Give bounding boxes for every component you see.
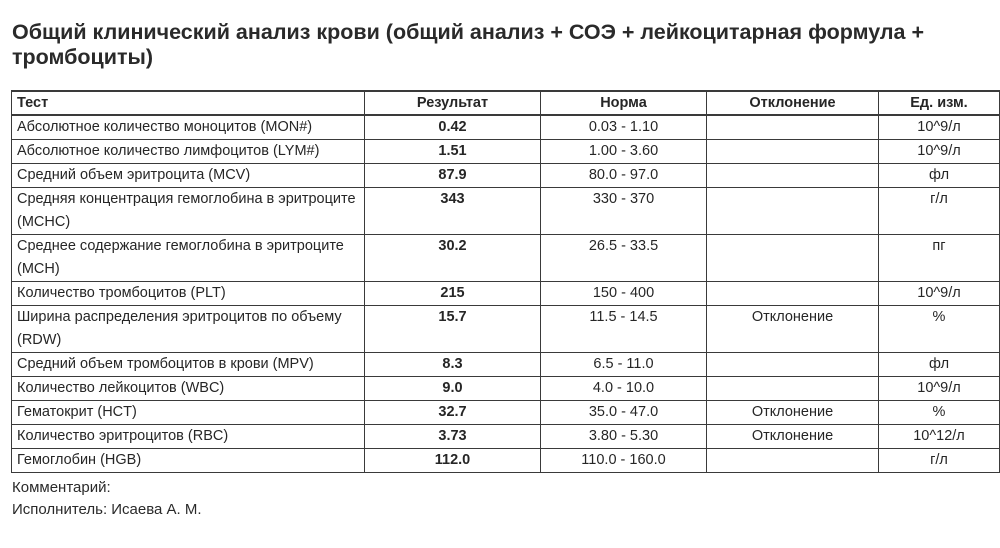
test-norm: 6.5 - 11.0 — [541, 353, 707, 377]
test-unit: % — [879, 401, 1000, 425]
test-name: Количество тромбоцитов (PLT) — [12, 282, 365, 306]
test-unit: фл — [879, 164, 1000, 188]
test-norm: 0.03 - 1.10 — [541, 115, 707, 140]
test-deviation — [707, 164, 879, 188]
test-result: 112.0 — [365, 449, 541, 473]
test-name: Средний объем эритроцита (MCV) — [12, 164, 365, 188]
header-unit: Ед. изм. — [879, 91, 1000, 115]
test-deviation — [707, 377, 879, 401]
test-result: 15.7 — [365, 306, 541, 353]
test-name: Средняя концентрация гемоглобина в эритроците (MCHC) — [12, 188, 365, 235]
table-row — [12, 115, 1000, 140]
test-result: 0.42 — [365, 115, 541, 140]
test-deviation — [707, 188, 879, 235]
performer-label: Исполнитель: Исаева А. М. — [12, 501, 202, 518]
test-name: Гематокрит (HCT) — [12, 401, 365, 425]
table-row — [12, 188, 1000, 235]
header-deviation: Отклонение — [707, 91, 879, 115]
table-row — [12, 235, 1000, 282]
test-deviation: Отклонение — [707, 425, 879, 449]
table-header-row — [12, 91, 1000, 115]
test-result: 87.9 — [365, 164, 541, 188]
test-deviation — [707, 449, 879, 473]
test-name: Абсолютное количество лимфоцитов (LYM#) — [12, 140, 365, 164]
page-title: Общий клинический анализ крови (общий анализ + СОЭ + лейкоцитарная формула + тромбоциты) — [12, 20, 925, 69]
test-name: Среднее содержание гемоглобина в эритроците (MCH) — [12, 235, 365, 282]
test-deviation — [707, 353, 879, 377]
test-unit: 10^9/л — [879, 115, 1000, 140]
test-norm: 11.5 - 14.5 — [541, 306, 707, 353]
test-name: Средний объем тромбоцитов в крови (MPV) — [12, 353, 365, 377]
test-name: Количество лейкоцитов (WBC) — [12, 377, 365, 401]
test-result: 1.51 — [365, 140, 541, 164]
results-table — [11, 90, 1000, 473]
test-name: Абсолютное количество моноцитов (MON#) — [12, 115, 365, 140]
comment-label: Комментарий: — [12, 479, 111, 496]
test-norm: 110.0 - 160.0 — [541, 449, 707, 473]
table-row — [12, 377, 1000, 401]
table-row — [12, 306, 1000, 353]
test-result: 215 — [365, 282, 541, 306]
test-deviation: Отклонение — [707, 306, 879, 353]
test-unit: 10^9/л — [879, 282, 1000, 306]
test-name: Ширина распределения эритроцитов по объему (RDW) — [12, 306, 365, 353]
table-row — [12, 164, 1000, 188]
test-norm: 3.80 - 5.30 — [541, 425, 707, 449]
header-result: Результат — [365, 91, 541, 115]
test-result: 32.7 — [365, 401, 541, 425]
test-norm: 4.0 - 10.0 — [541, 377, 707, 401]
header-test: Тест — [12, 91, 365, 115]
test-result: 30.2 — [365, 235, 541, 282]
table-row — [12, 353, 1000, 377]
test-norm: 80.0 - 97.0 — [541, 164, 707, 188]
test-deviation — [707, 235, 879, 282]
test-result: 3.73 — [365, 425, 541, 449]
test-name: Гемоглобин (HGB) — [12, 449, 365, 473]
table-row — [12, 401, 1000, 425]
test-result: 8.3 — [365, 353, 541, 377]
test-norm: 1.00 - 3.60 — [541, 140, 707, 164]
header-norm: Норма — [541, 91, 707, 115]
table-row — [12, 449, 1000, 473]
test-norm: 330 - 370 — [541, 188, 707, 235]
test-unit: пг — [879, 235, 1000, 282]
table-row — [12, 282, 1000, 306]
test-unit: 10^9/л — [879, 140, 1000, 164]
test-unit: 10^12/л — [879, 425, 1000, 449]
test-norm: 35.0 - 47.0 — [541, 401, 707, 425]
test-deviation — [707, 282, 879, 306]
test-unit: 10^9/л — [879, 377, 1000, 401]
test-deviation — [707, 140, 879, 164]
table-row — [12, 140, 1000, 164]
test-unit: г/л — [879, 188, 1000, 235]
test-norm: 150 - 400 — [541, 282, 707, 306]
test-name: Количество эритроцитов (RBC) — [12, 425, 365, 449]
test-norm: 26.5 - 33.5 — [541, 235, 707, 282]
test-unit: фл — [879, 353, 1000, 377]
test-result: 343 — [365, 188, 541, 235]
test-unit: % — [879, 306, 1000, 353]
test-result: 9.0 — [365, 377, 541, 401]
test-unit: г/л — [879, 449, 1000, 473]
test-deviation — [707, 115, 879, 140]
table-row — [12, 425, 1000, 449]
test-deviation: Отклонение — [707, 401, 879, 425]
